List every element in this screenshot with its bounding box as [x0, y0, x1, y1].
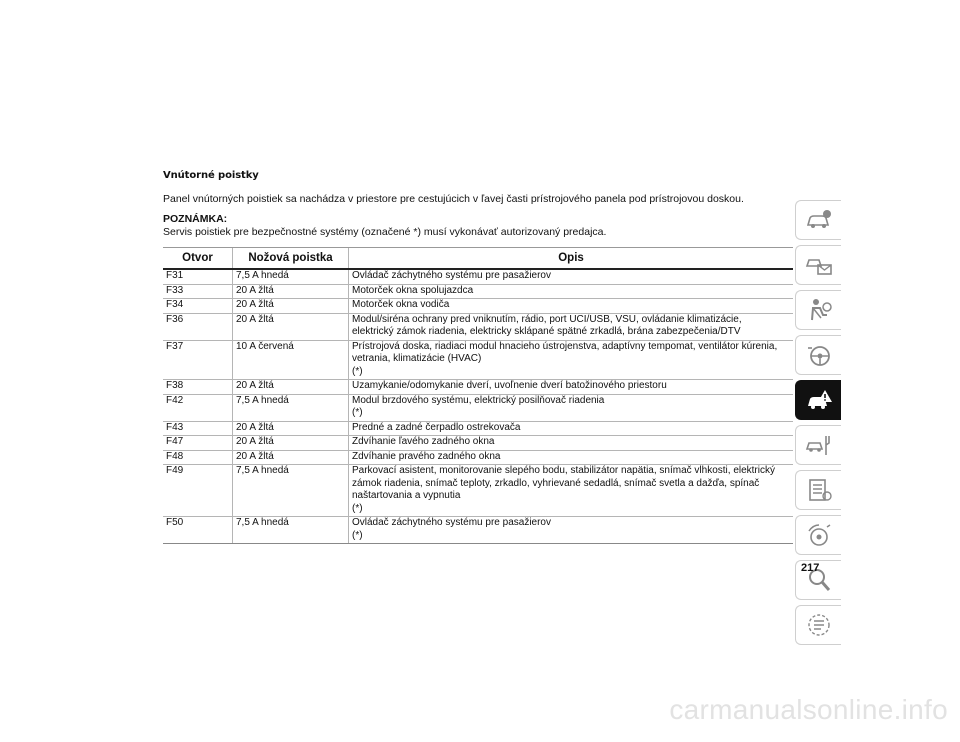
- cell-opis: [349, 421, 794, 436]
- header-otvor: Otvor: [163, 248, 233, 270]
- page-number: 217: [801, 562, 820, 574]
- cell-poistka: 20 A žltá: [233, 421, 349, 436]
- fuse-table-body: [163, 269, 793, 544]
- multimedia-icon: [805, 522, 833, 548]
- cell-opis: [349, 465, 794, 517]
- cell-otvor: F34: [163, 299, 233, 314]
- chapter-tabs: [795, 200, 841, 650]
- cell-poistka: 7,5 A hnedá: [233, 394, 349, 421]
- cell-otvor: F43: [163, 421, 233, 436]
- cell-opis: [349, 269, 794, 284]
- table-row: [163, 517, 793, 544]
- intro-paragraph: Panel vnútorných poistiek sa nachádza v priestore pre cestujúcich v ľavej časti prístrojového panela pod prístrojovou doskou.: [163, 193, 744, 205]
- cell-otvor: F33: [163, 284, 233, 299]
- opis-line: (*): [352, 502, 363, 514]
- opis-line: Ovládač záchytného systému pre pasažierov: [352, 517, 551, 528]
- opis-line: (*): [352, 407, 363, 418]
- header-poistka: Nožová poistka: [233, 248, 349, 270]
- opis-line: Modul/siréna ochrany pred vniknutím, rádio, port UCI/USB, VSU, ovládanie klimatizácie,: [352, 313, 742, 325]
- specifications-list-icon: [805, 477, 833, 503]
- opis-line: naštartovania a vypnutia: [352, 490, 461, 501]
- table-row: [163, 313, 793, 340]
- table-row: [163, 436, 793, 451]
- cell-poistka: 7,5 A hnedá: [233, 269, 349, 284]
- tab-steering-wheel[interactable]: [795, 335, 841, 375]
- table-row: [163, 299, 793, 314]
- cell-otvor: F49: [163, 465, 233, 517]
- tab-specifications[interactable]: [795, 470, 841, 510]
- table-row: [163, 340, 793, 380]
- opis-line: Zdvíhanie ľavého zadného okna: [352, 436, 495, 447]
- cell-opis: [349, 517, 794, 544]
- cell-opis: [349, 450, 794, 465]
- opis-line: Modul brzdového systému, elektrický posilňovač riadenia: [352, 394, 605, 406]
- steering-wheel-icon: [805, 342, 833, 368]
- cell-otvor: F31: [163, 269, 233, 284]
- opis-line: zámok riadenia, snímač teploty, zrkadlo, vyhrievané sedadlá, snímač svetla a dažďa, spínač: [352, 477, 760, 489]
- table-row: [163, 284, 793, 299]
- cell-opis: [349, 313, 794, 340]
- cell-poistka: 10 A červená: [233, 340, 349, 380]
- note-title: POZNÁMKA:: [163, 213, 228, 225]
- table-row: [163, 380, 793, 395]
- cell-opis: [349, 299, 794, 314]
- cell-opis: [349, 394, 794, 421]
- opis-line: Prístrojová doska, riadiaci modul hnacieho ústrojenstva, adaptívny tempomat, ventilátor kúrenia,: [352, 340, 778, 352]
- opis-line: Parkovací asistent, monitorovanie slepého bodu, stabilizátor napätia, snímač vlhkosti, elektrický: [352, 465, 775, 476]
- opis-line: Ovládač záchytného systému pre pasažierov: [352, 270, 551, 281]
- opis-line: Predné a zadné čerpadlo ostrekovača: [352, 421, 521, 433]
- car-service-tools-icon: [805, 432, 833, 458]
- cell-poistka: 20 A žltá: [233, 299, 349, 314]
- cell-poistka: 20 A žltá: [233, 284, 349, 299]
- cell-opis: [349, 436, 794, 451]
- car-mail-icon: [805, 252, 833, 278]
- cell-poistka: 20 A žltá: [233, 313, 349, 340]
- car-info-icon: [805, 207, 833, 233]
- cell-otvor: F47: [163, 436, 233, 451]
- table-row: [163, 421, 793, 436]
- opis-line: Uzamykanie/odomykanie dverí, uvoľnenie dverí batožinového priestoru: [352, 380, 667, 391]
- seatbelt-airbag-icon: [805, 297, 833, 323]
- car-emergency-icon: [805, 387, 833, 413]
- table-header-row: [163, 248, 793, 270]
- tab-car-info[interactable]: [795, 200, 841, 240]
- opis-line: vetrania, klimatizácie (HVAC): [352, 353, 482, 364]
- watermark: carmanualsonline.info: [669, 694, 948, 725]
- cell-otvor: F36: [163, 313, 233, 340]
- cell-poistka: 7,5 A hnedá: [233, 517, 349, 544]
- language-index-icon: [805, 612, 833, 638]
- cell-poistka: 20 A žltá: [233, 450, 349, 465]
- header-opis: Opis: [349, 248, 794, 270]
- table-row: [163, 450, 793, 465]
- tab-seatbelt-airbag[interactable]: [795, 290, 841, 330]
- opis-line: elektrický zámok riadenia, elektricky sklápané spätné zrkadlá, brána zabezpečenia/DTV: [352, 326, 741, 337]
- cell-poistka: 20 A žltá: [233, 380, 349, 395]
- table-row: [163, 394, 793, 421]
- cell-otvor: F50: [163, 517, 233, 544]
- tab-car-mail[interactable]: [795, 245, 841, 285]
- opis-line: Motorček okna spolujazdca: [352, 284, 474, 296]
- tab-service[interactable]: [795, 425, 841, 465]
- cell-otvor: F48: [163, 450, 233, 465]
- table-row: [163, 465, 793, 517]
- cell-opis: [349, 340, 794, 380]
- cell-otvor: F37: [163, 340, 233, 380]
- cell-poistka: 20 A žltá: [233, 436, 349, 451]
- opis-line: (*): [352, 365, 363, 377]
- cell-opis: [349, 380, 794, 395]
- opis-line: Motorček okna vodiča: [352, 299, 450, 310]
- note-text: Servis poistiek pre bezpečnostné systémy (označené *) musí vykonávať autorizovaný predajca.: [163, 226, 607, 238]
- opis-line: (*): [352, 529, 363, 541]
- table-row: [163, 269, 793, 284]
- opis-line: Zdvíhanie pravého zadného okna: [352, 450, 501, 462]
- cell-opis: [349, 284, 794, 299]
- cell-otvor: F42: [163, 394, 233, 421]
- fuse-table: [163, 247, 793, 544]
- tab-emergency[interactable]: [795, 380, 841, 420]
- cell-poistka: 7,5 A hnedá: [233, 465, 349, 517]
- tab-language-index[interactable]: [795, 605, 841, 645]
- tab-multimedia[interactable]: [795, 515, 841, 555]
- cell-otvor: F38: [163, 380, 233, 395]
- section-heading: Vnútorné poistky: [163, 170, 259, 181]
